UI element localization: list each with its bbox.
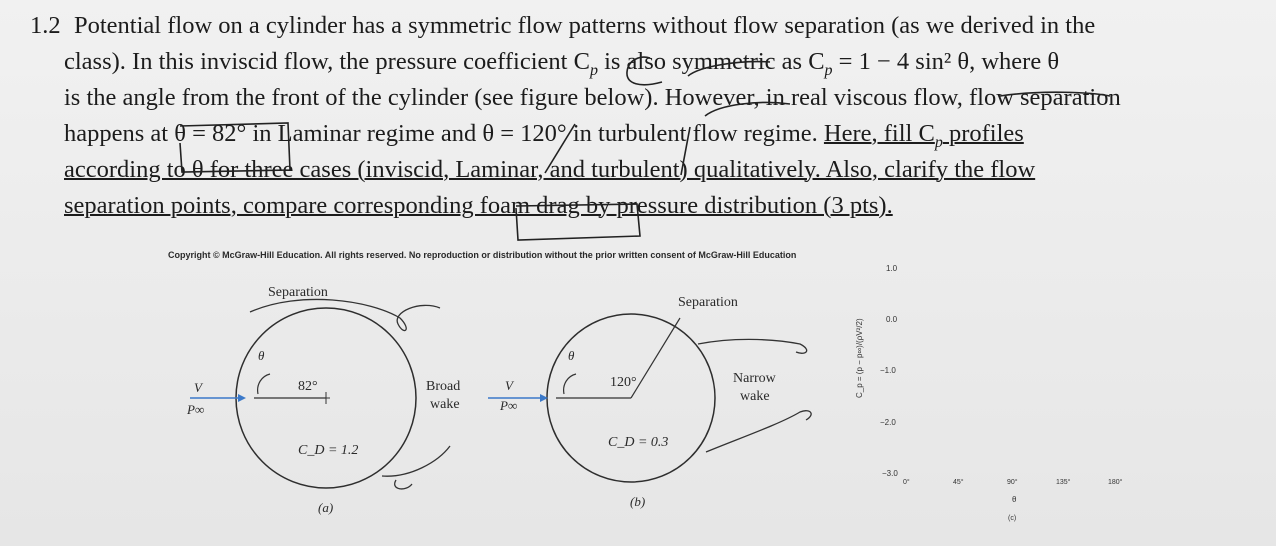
velocity-label-b: V (505, 378, 513, 393)
x-tick-1: 0° (903, 479, 910, 486)
figure-c (855, 264, 1123, 522)
x-tick-2: 45° (953, 479, 964, 486)
y-tick-1: 1.0 (886, 264, 898, 273)
x-tick-5: 180° (1108, 479, 1123, 486)
problem-line-6: separation points, compare corresponding foam drag by pressure distribution (3 pts). (64, 192, 893, 219)
y-tick-3: −1.0 (880, 366, 896, 375)
y-tick-2: 0.0 (886, 315, 898, 324)
drag-coefficient-b: C_D = 0.3 (608, 435, 669, 450)
problem-line-1: Potential flow on a cylinder has a symmetric flow patterns without flow separation (as we derived in the (74, 12, 1096, 39)
copyright-notice: Copyright © McGraw-Hill Education. All rights reserved. No reproduction or distribution without the prior written consent of McGraw-Hill Education (168, 250, 797, 260)
wake-label-a2: wake (430, 397, 460, 412)
y-tick-4: −2.0 (880, 418, 896, 427)
theta-label-a: θ (258, 348, 265, 363)
y-tick-5: −3.0 (882, 469, 898, 478)
x-tick-3: 90° (1007, 479, 1018, 486)
wake-label-b2: wake (740, 389, 770, 404)
problem-line-4: happens at θ = 82° in Laminar regime and θ = 120° in turbulent flow regime. Here, fill $C_p$ profiles (64, 120, 1024, 151)
angle-label-b: 120° (610, 375, 637, 390)
problem-line-5: according to θ for three cases (inviscid, Laminar, and turbulent) qualitatively. Also, clarify the flow (64, 156, 1036, 183)
caption-c: (c) (1008, 515, 1017, 522)
problem-number: 1.2 (30, 12, 61, 39)
cp-axis-label: C_p = (p − p∞)/(ρV²/2) (855, 318, 864, 398)
separation-label-a: Separation (268, 285, 328, 300)
theta-axis-label: θ (1012, 495, 1017, 504)
pressure-label-a: P∞ (187, 402, 205, 417)
figure-a (186, 285, 460, 515)
drag-coefficient-a: C_D = 1.2 (298, 443, 359, 458)
problem-line-2: class). In this inviscid flow, the pressure coefficient $C_p$ is also symmetric as $C_p = 1 - 4$ sin² θ, where θ (64, 48, 1060, 79)
theta-label-b: θ (568, 348, 575, 363)
velocity-label-a: V (194, 380, 202, 395)
wake-label-b1: Narrow (733, 371, 776, 386)
caption-b: (b) (630, 494, 646, 509)
pressure-label-b: P∞ (500, 398, 518, 413)
problem-line-3: is the angle from the front of the cylinder (see figure below). However, in real viscous flow, flow separation (64, 84, 1121, 111)
x-tick-4: 135° (1056, 479, 1071, 486)
separation-label-b: Separation (678, 295, 738, 310)
wake-label-a1: Broad (426, 379, 461, 394)
angle-label-a: 82° (298, 379, 318, 394)
figure-b (488, 295, 811, 509)
caption-a: (a) (318, 500, 334, 515)
